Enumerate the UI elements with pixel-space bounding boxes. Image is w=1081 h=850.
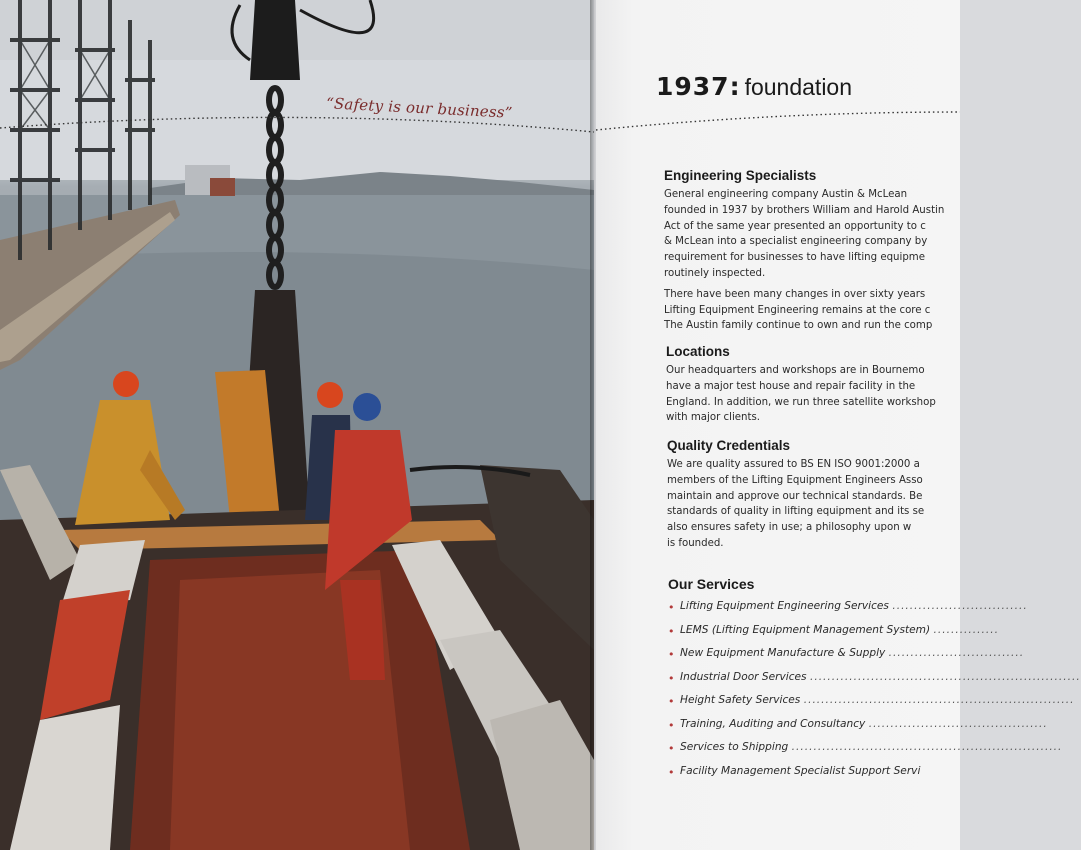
bullet-icon: •	[668, 742, 675, 755]
page-title	[656, 72, 852, 101]
paragraph: General engineering company Austin & McLean founded in 1937 by brothers William and Harold Austin Act of the same year presented an opportunity to c & McLean into a specialist engineering company by requirement for businesses to have lifting equipme routinely inspected.	[664, 189, 945, 279]
bullet-icon: •	[668, 765, 675, 779]
services-list	[668, 600, 1081, 788]
list-item: • New Equipment Manufacture & Supply ...............................	[668, 647, 1025, 661]
list-item: • Services to Shipping ..............................................................	[668, 741, 1063, 755]
section-services	[668, 576, 1081, 788]
title-year: 1937:	[656, 72, 741, 101]
paragraph: Our headquarters and workshops are in Bournemo have a major test house and repair facility in the England. In addition, we run three satellite workshop with major clients.	[666, 365, 936, 424]
tagline: “Safety is our business”	[325, 94, 513, 122]
section-locations	[666, 344, 962, 431]
text-page	[596, 0, 1081, 850]
heading-engineering: Engineering Specialists	[664, 168, 817, 183]
heading-quality: Quality Credentials	[667, 438, 791, 453]
list-item: • Lifting Equipment Engineering Services ...............................	[668, 600, 1028, 614]
bullet-icon: •	[668, 671, 675, 685]
bullet-icon: •	[668, 695, 675, 708]
list-item: • Facility Management Specialist Support Servi	[668, 764, 921, 779]
dotted-arc	[596, 0, 960, 140]
heading-locations: Locations	[666, 344, 730, 359]
bullet-icon: •	[668, 718, 675, 732]
bullet-icon: •	[668, 648, 675, 661]
bullet-icon: •	[668, 601, 675, 614]
section-engineering	[664, 168, 960, 339]
section-quality	[667, 438, 963, 557]
list-item: • Height Safety Services ..............................................................	[668, 694, 1075, 708]
list-item: • Industrial Door Services ..............................................................	[668, 670, 1081, 685]
title-word: foundation	[744, 74, 853, 100]
heading-services: Our Services	[668, 576, 755, 592]
bullet-icon: •	[668, 624, 675, 638]
list-item: • Training, Auditing and Consultancy .........................................	[668, 717, 1048, 732]
paragraph: There have been many changes in over sixty years Lifting Equipment Engineering remains at the core c The Austin family continue to own and run the comp	[664, 288, 933, 332]
list-item: • LEMS (Lifting Equipment Management System) ...............	[668, 623, 999, 638]
paragraph: We are quality assured to BS EN ISO 9001:2000 a members of the Lifting Equipment Engineers Asso maintain and approve our technical standards. Be standards of quality in lifting equipment and its se also ensures safety in use; a philosophy upon w is founded.	[667, 459, 925, 549]
